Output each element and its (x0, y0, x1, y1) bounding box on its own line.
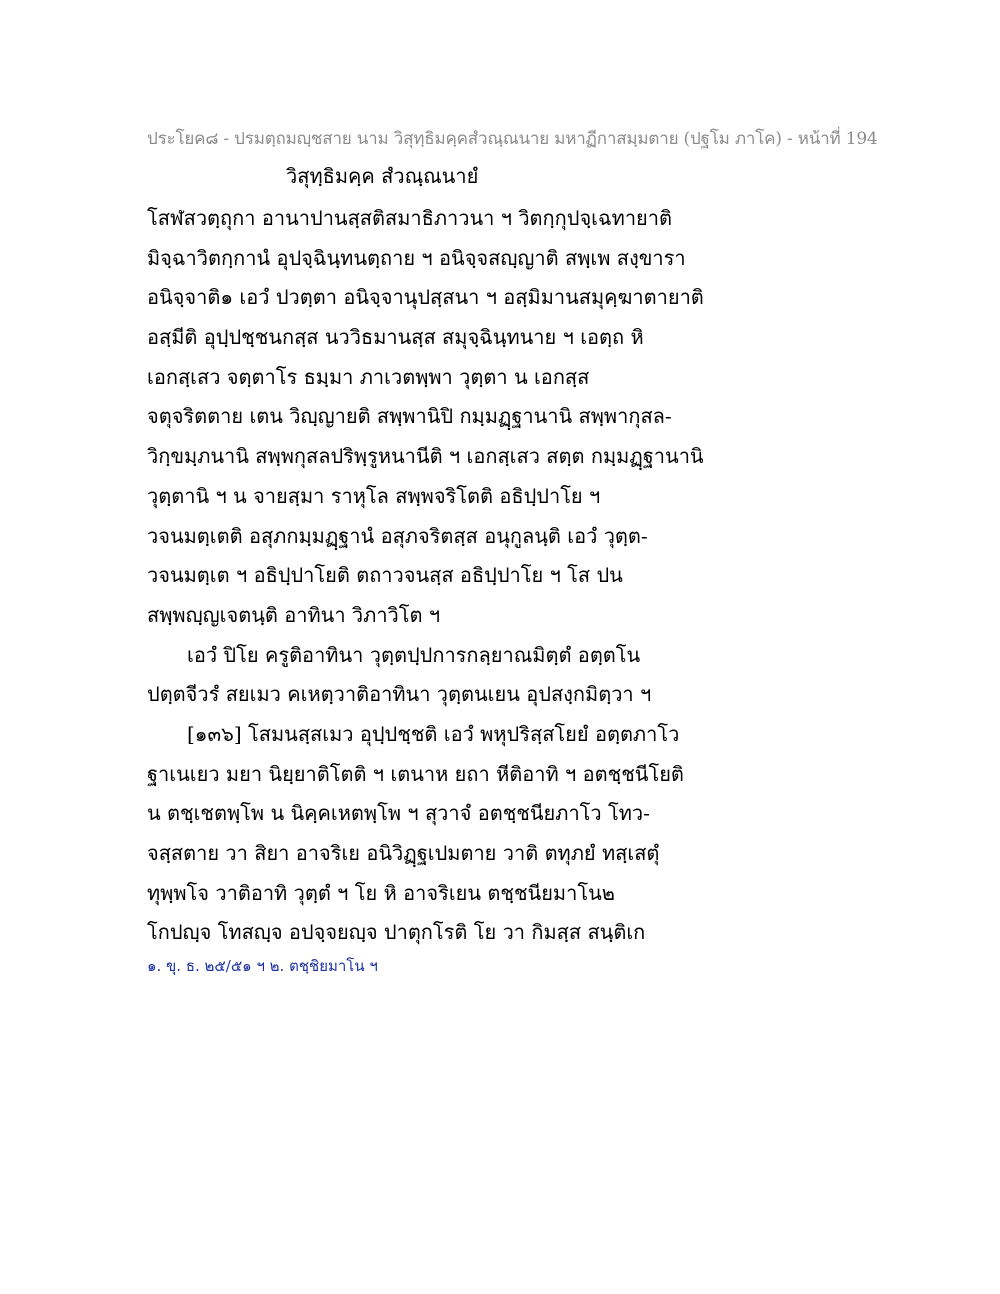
text-line: โกปญฺจ โทสญฺจ อปจฺจยญฺจ ปาตุกโรติ โย วา กิมสฺส สนฺติเก (147, 920, 646, 945)
text-line: ฐาเนเยว มยา นิยฺยาติโตติ ฯ เตนาห ยถา หีติอาทิ ฯ อตชฺชนีโยติ (147, 761, 684, 786)
text-line: วิกฺขมฺภนานิ สพฺพกุสลปริพฺรูหนานีติ ฯ เอกสฺเสว สตฺต กมฺมฏฺฐานานิ (147, 444, 704, 469)
text-line: อสฺมีติ อุปฺปชฺชนกสฺส นววิธมานสฺส สมุจฺฉินฺทนาย ฯ เอตฺถ หิ (147, 325, 644, 350)
text-line: วุตฺตานิ ฯ น จายสฺมา ราหุโล สพฺพจริโตติ อธิปฺปาโย ฯ (147, 483, 601, 508)
text-line: อนิจฺจาติ๑ เอวํ ปวตฺตา อนิจฺจานุปสฺสนา ฯ อสฺมิมานสมุคฺฆาตายาติ (147, 285, 704, 310)
text-line: มิจฺฉาวิตกฺกานํ อุปจฺฉินฺทนตฺถาย ฯ อนิจฺจสญฺญาติ สพฺเพ สงฺขารา (147, 245, 686, 270)
text-line: เอวํ ปิโย ครูติอาทินา วุตฺตปฺปการกลฺยาณมิตฺตํ อตฺตโน (187, 642, 641, 667)
footnote: ๑. ขุ. ธ. ๒๕/๕๑ ฯ ๒. ตชฺชิยมาโน ฯ (147, 957, 378, 975)
text-line: สพฺพญฺญเจตนฺติ อาทินา วิภาวิโต ฯ (147, 602, 441, 627)
book-title: วิสุทฺธิมคฺค สํวณฺณนายํ (286, 164, 479, 188)
text-line: เอกสฺเสว จตฺตาโร ธมฺมา ภาเวตพฺพา วุตฺตา น เอกสฺส (147, 364, 590, 389)
text-line: น ตชฺเชตพฺโพ น นิคฺคเหตพฺโพ ฯ สุวาจํ อตชฺชนียภาโว โทว- (147, 801, 650, 826)
body-text (147, 199, 887, 953)
text-line: จตุจริตตาย เตน วิญฺญายติ สพฺพานิปิ กมฺมฏฺฐานานิ สพฺพากุสล- (147, 404, 672, 429)
text-line: วจนมตฺเต ฯ อธิปฺปาโยติ ตถาวจนสฺส อธิปฺปาโย ฯ โส ปน (147, 563, 623, 588)
text-line: ปตฺตจีวรํ สยเมว คเหตฺวาติอาทินา วุตฺตนเยน อุปสงฺกมิตฺวา ฯ (147, 682, 652, 707)
text-line: จสฺสตาย วา สิยา อาจริเย อนิวิฏฺฐเปมตาย วาติ ตทุภยํ ทสฺเสตุํ (147, 841, 660, 865)
text-line: ทุพฺพโจ วาติอาทิ วุตฺตํ ฯ โย หิ อาจริเยน ตชฺชนียมาโน๒ (147, 880, 615, 905)
running-header: ประโยค๘ - ปรมตฺถมญฺชสาย นาม วิสุทฺธิมคฺคสํวณฺณนาย มหาฏีกาสมฺมตาย (ปฐโม ภาโค) - หน้าที่ 194 (147, 129, 878, 149)
text-line: [๑๓๖] โสมนสฺสเมว อุปฺปชฺชติ เอวํ พหุปริสฺสโยยํ อตฺตภาโว (187, 721, 680, 746)
text-line: โสฬสวตฺถุกา อานาปานสฺสติสมาธิภาวนา ฯ วิตกฺกุปจฺเฉทายาติ (147, 206, 672, 230)
text-line: วจนมตฺเตติ อสุภกมฺมฏฺฐานํ อสุภจริตสฺส อนุกูลนฺติ เอวํ วุตฺต- (147, 523, 648, 548)
